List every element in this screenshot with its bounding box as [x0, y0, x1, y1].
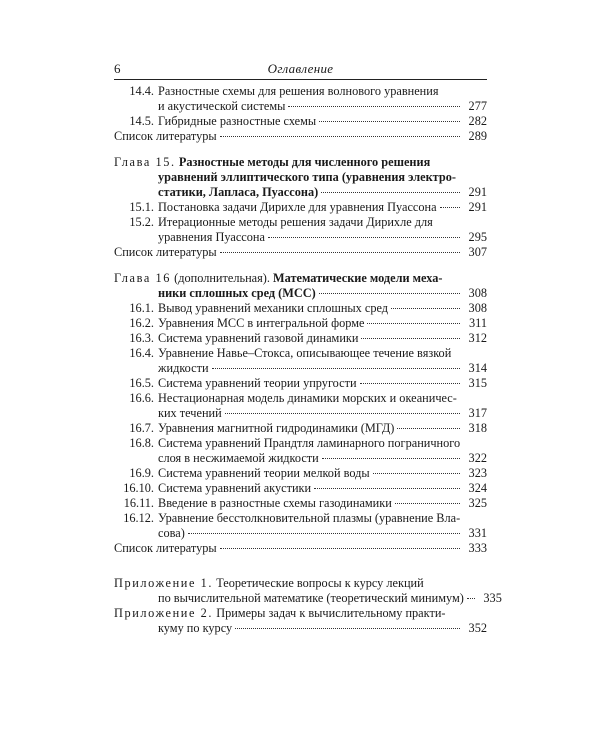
section-number: 16.4.	[129, 346, 154, 360]
dot-leader	[268, 237, 460, 238]
chapter-label: Глава 16	[114, 271, 172, 285]
section-number: 14.5.	[129, 114, 154, 128]
toc-entry-16-11[interactable]	[114, 496, 487, 511]
entry-title-line2: куму по курсу	[158, 621, 233, 635]
page-ref: 323	[468, 466, 487, 480]
entry-title-line1: Система уравнений Прандтля ламинарного пограничного	[158, 436, 461, 450]
section-number: 16.9.	[129, 466, 154, 480]
page-ref: 291	[468, 200, 487, 214]
dot-leader	[220, 252, 460, 253]
page-ref: 315	[468, 376, 487, 390]
section-number: 14.4.	[129, 84, 154, 98]
toc-entry-15-1[interactable]	[114, 200, 487, 215]
dot-leader	[235, 628, 460, 629]
chapter-title-line1: Математические модели меха-	[273, 271, 443, 285]
entry-title: Уравнения МСС в интегральной форме	[158, 316, 365, 330]
toc-entry-references-14[interactable]	[114, 129, 487, 144]
entry-title-line1: Уравнение Навье–Стокса, описывающее течение вязкой	[158, 346, 452, 360]
entry-title-line2: и акустической системы	[158, 99, 286, 113]
dot-leader	[440, 207, 460, 208]
page-ref: 314	[468, 361, 487, 375]
dot-leader	[391, 308, 460, 309]
toc-entry-16-3[interactable]	[114, 331, 487, 346]
page-ref: 352	[468, 621, 487, 635]
entry-title-line2: по вычислительной математике (теоретический минимум)	[158, 591, 464, 605]
dot-leader	[288, 106, 460, 107]
entry-title-line1: Разностные схемы для решения волнового уравнения	[158, 84, 439, 98]
page-header	[114, 61, 487, 77]
dot-leader	[319, 121, 460, 122]
dot-leader	[220, 136, 460, 137]
page-ref: 335	[483, 591, 502, 605]
entry-title-line2: уравнения Пуассона	[158, 230, 265, 244]
dot-leader	[220, 548, 460, 549]
page-ref: 324	[468, 481, 487, 495]
section-number: 15.2.	[129, 215, 154, 229]
dot-leader	[225, 413, 460, 414]
entry-title: Система уравнений теории мелкой воды	[158, 466, 370, 480]
page-ref: 307	[468, 245, 487, 259]
section-number: 16.2.	[129, 316, 154, 330]
page-ref: 291	[468, 185, 487, 199]
dot-leader	[322, 458, 460, 459]
entry-title: Введение в разностные схемы газодинамики	[158, 496, 392, 510]
chapter-title-line3: статики, Лапласа, Пуассона)	[158, 185, 319, 199]
appendix-label: Приложение 1.	[114, 576, 214, 590]
page-ref: 277	[468, 99, 487, 113]
toc-entry-16-7[interactable]	[114, 421, 487, 436]
page-ref: 312	[468, 331, 487, 345]
chapter-title-line2: уравнений эллиптического типа (уравнения электро-	[158, 170, 456, 184]
table-of-contents	[114, 84, 502, 636]
toc-entry-14-5[interactable]	[114, 114, 487, 129]
chapter-16	[114, 271, 487, 556]
dot-leader	[321, 192, 460, 193]
entry-title-line1: Уравнение бесстолкновительной плазмы (уравнение Вла-	[158, 511, 461, 525]
section-number: 16.6.	[129, 391, 154, 405]
dot-leader	[319, 293, 460, 294]
entry-title-line1: Теоретические вопросы к курсу лекций	[216, 576, 424, 590]
page-ref: 295	[468, 230, 487, 244]
appendix-label: Приложение 2.	[114, 606, 214, 620]
page-ref: 318	[468, 421, 487, 435]
page-ref: 308	[468, 286, 487, 300]
toc-entry-16-9[interactable]	[114, 466, 487, 481]
page-ref: 331	[468, 526, 487, 540]
entry-title-line1: Нестационарная модель динамики морских и океаничес-	[158, 391, 457, 405]
header-rule	[114, 79, 487, 80]
entry-title: Постановка задачи Дирихле для уравнения Пуассона	[158, 200, 437, 214]
toc-entry-16-10[interactable]	[114, 481, 487, 496]
entry-title-line2: ких течений	[158, 406, 222, 420]
section-number: 16.10.	[123, 481, 154, 495]
entry-title: Гибридные разностные схемы	[158, 114, 317, 128]
section-number: 16.8.	[129, 436, 154, 450]
page-ref: 317	[468, 406, 487, 420]
entry-title-line2: жидкости	[158, 361, 209, 375]
section-number: 16.5.	[129, 376, 154, 390]
page-ref: 308	[468, 301, 487, 315]
dot-leader	[397, 428, 460, 429]
entry-title: Система уравнений теории упругости	[158, 376, 357, 390]
chapter-title-line1: Разностные методы для численного решения	[178, 155, 431, 169]
entry-title: Список литературы	[114, 541, 217, 555]
section-number: 15.1.	[129, 200, 154, 214]
page-ref: 282	[468, 114, 487, 128]
entry-title: Вывод уравнений механики сплошных сред	[158, 301, 389, 315]
toc-entry-appendix-1[interactable]	[114, 576, 502, 606]
dot-leader	[188, 533, 460, 534]
entry-title-line2: слоя в несжимаемой жидкости	[158, 451, 319, 465]
chapter-16-heading[interactable]	[114, 271, 487, 301]
dot-leader	[395, 503, 460, 504]
toc-entry-16-5[interactable]	[114, 376, 487, 391]
toc-entry-16-12[interactable]	[114, 511, 487, 541]
dot-leader	[367, 323, 460, 324]
dot-leader	[373, 473, 460, 474]
dot-leader	[360, 383, 460, 384]
section-number: 16.7.	[129, 421, 154, 435]
chapter-15	[114, 155, 487, 260]
entry-title-line1: Примеры задач к вычислительному практи-	[216, 606, 446, 620]
dot-leader	[212, 368, 460, 369]
toc-entry-16-6[interactable]	[114, 391, 487, 421]
page-ref: 311	[469, 316, 487, 330]
toc-entry-references-16[interactable]	[114, 541, 487, 556]
dot-leader	[314, 488, 460, 489]
page-number: 6	[114, 61, 121, 76]
chapter-note: (дополнительная).	[174, 271, 270, 285]
page-ref: 289	[468, 129, 487, 143]
section-number: 16.12.	[123, 511, 154, 525]
section-number: 16.1.	[129, 301, 154, 315]
entry-title: Список литературы	[114, 129, 217, 143]
dot-leader	[467, 598, 475, 599]
toc-entry-16-1[interactable]	[114, 301, 487, 316]
entry-title-line1: Итерационные методы решения задачи Дирихле для	[158, 215, 433, 229]
entry-title-line2: сова)	[158, 526, 185, 540]
chapter-15-heading[interactable]	[114, 155, 487, 200]
entry-title: Система уравнений акустики	[158, 481, 312, 495]
entry-title: Уравнения магнитной гидродинамики (МГД)	[158, 421, 395, 435]
appendices	[114, 576, 502, 636]
toc-entry-references-15[interactable]	[114, 245, 487, 260]
toc-entry-appendix-2[interactable]	[114, 606, 487, 636]
page-ref: 322	[468, 451, 487, 465]
toc-entry-16-4[interactable]	[114, 346, 487, 376]
page-ref: 325	[468, 496, 487, 510]
dot-leader	[361, 338, 460, 339]
entry-title: Система уравнений газовой динамики	[158, 331, 359, 345]
page-ref: 333	[468, 541, 487, 555]
toc-entry-16-8[interactable]	[114, 436, 487, 466]
toc-entry-15-2[interactable]	[114, 215, 487, 245]
section-number: 16.11.	[123, 496, 154, 510]
chapter-label: Глава 15.	[114, 155, 176, 169]
chapter-title-line2: ники сплошных сред (МСС)	[158, 286, 316, 300]
toc-entry-14-4[interactable]	[114, 84, 487, 114]
running-title: Оглавление	[267, 61, 334, 76]
toc-entry-16-2[interactable]	[114, 316, 487, 331]
entry-title: Список литературы	[114, 245, 217, 259]
section-number: 16.3.	[129, 331, 154, 345]
